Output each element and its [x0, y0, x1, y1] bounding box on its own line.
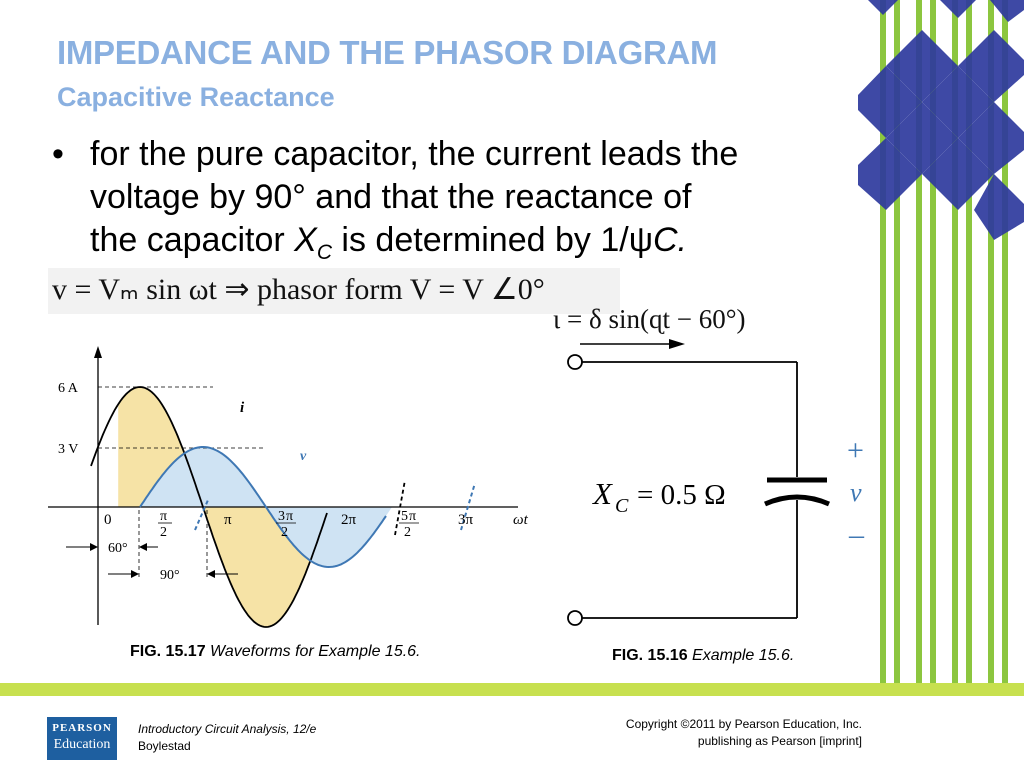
label-90deg: 90° [160, 568, 180, 583]
xc-value: = 0.5 Ω [637, 479, 726, 511]
footer-bar [0, 683, 1024, 696]
caption-fig16-text: Example 15.6. [692, 647, 795, 664]
footer-copyright [626, 716, 862, 750]
current-equation: ι = δ sin(ɋt − 60°) [553, 304, 746, 334]
footer-book-info [138, 721, 316, 755]
caption-fig16-label: FIG. 15.16 [612, 647, 688, 664]
caption-fig17-text: Waveforms for Example 15.6. [210, 643, 421, 660]
label-pi: π [224, 512, 232, 528]
label-zero: 0 [104, 512, 112, 528]
bullet-marker: • [52, 135, 64, 173]
label-5pi2-den: 2 [404, 525, 411, 540]
label-3pi: 3π [458, 512, 474, 528]
reactance-symbol: X [294, 221, 317, 259]
footer-book-title: Introductory Circuit Analysis, 12/e [138, 722, 317, 736]
phasor-equation: v = Vₘ sin ωt ⇒ phasor form V = V ∠0° [52, 273, 545, 306]
label-3pi2-den: 2 [281, 525, 288, 540]
label-2pi: 2π [341, 512, 357, 528]
minus-sign: – [849, 518, 864, 551]
label-3v: 3 V [58, 442, 79, 457]
label-wt: ωt [513, 512, 528, 528]
label-6a: 6 A [58, 381, 78, 396]
caption-fig16 [612, 645, 802, 667]
bullet-line-3b: is determined by 1/ψ [331, 221, 653, 259]
label-i: i [240, 400, 245, 416]
slide-subtitle: Capacitive Reactance [57, 82, 335, 112]
xc-subscript: C [615, 495, 629, 517]
caption-fig17-label: FIG. 15.17 [130, 643, 206, 660]
caption-fig17 [130, 641, 450, 663]
xc-label: X [593, 476, 612, 511]
logo-line-2: Education [53, 737, 111, 752]
label-5pi2-pi: π [409, 509, 417, 524]
bullet-line-3c: C. [652, 221, 687, 259]
label-pi2-num: π [160, 509, 168, 524]
bullet-line-2: voltage by 90° and that the reactance of [90, 178, 692, 216]
label-3pi2-num: 3 [278, 509, 285, 524]
label-v: v [300, 449, 307, 464]
bullet-line-1: for the pure capacitor, the current leads the [90, 135, 739, 173]
label-5pi2-num: 5 [401, 509, 408, 524]
reactance-subscript: C [316, 240, 332, 264]
waveform-figure [48, 340, 548, 635]
y-axis-arrow [94, 346, 102, 358]
plus-sign: + [847, 434, 864, 467]
bullet-paragraph [52, 133, 862, 274]
terminal-bottom [568, 611, 582, 625]
label-pi2-den: 2 [160, 525, 167, 540]
v-label: v [850, 478, 862, 507]
label-3pi2-pi: π [286, 509, 294, 524]
footer-copyright-line: Copyright ©2011 by Pearson Education, Inc. [625, 717, 862, 731]
circuit-figure [545, 330, 875, 630]
terminal-top [568, 355, 582, 369]
logo-line-1: PEARSON [52, 722, 112, 734]
slide-title: IMPEDANCE AND THE PHASOR DIAGRAM [57, 34, 718, 71]
footer-publishing-line: publishing as Pearson [imprint] [697, 734, 862, 748]
bullet-line-3a: the capacitor [90, 221, 295, 259]
footer-author: Boylestad [138, 739, 191, 753]
pearson-logo [47, 717, 117, 760]
decorative-stripes [858, 0, 1024, 683]
label-60deg: 60° [108, 541, 128, 556]
